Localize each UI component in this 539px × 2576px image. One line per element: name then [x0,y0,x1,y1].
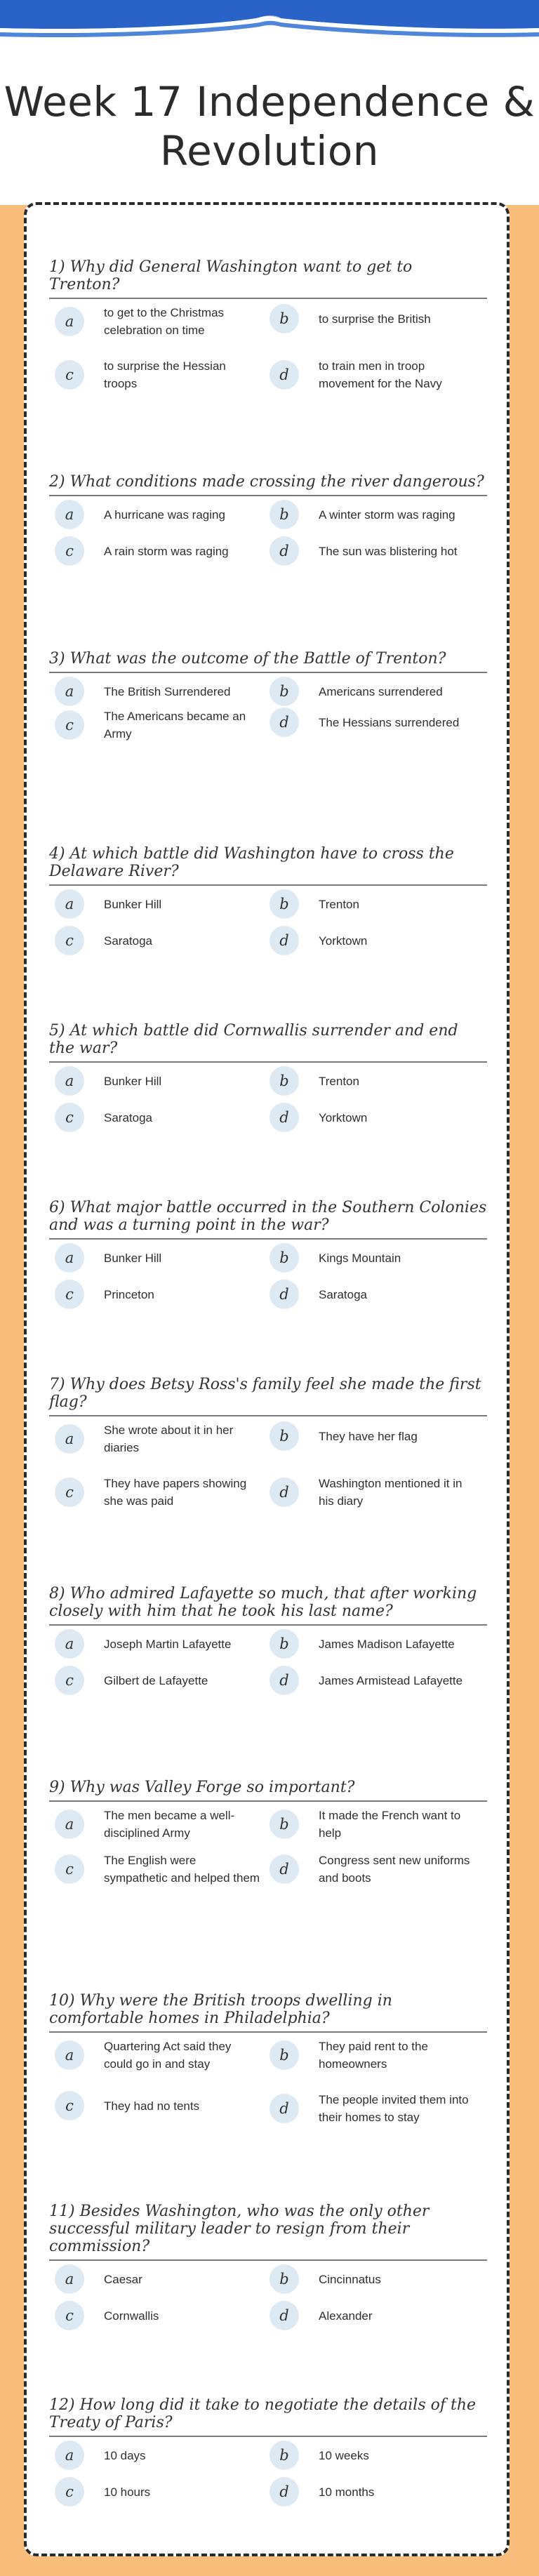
answer-option-a[interactable] [55,2264,261,2294]
answer-option-d[interactable] [270,1852,476,1887]
answer-letter-badge: b [270,1066,299,1096]
answer-letter-badge: c [55,1103,84,1132]
question-text: 9) Why was Valley Forge so important? [49,1779,355,1796]
answer-option-c[interactable] [55,1475,261,1510]
answer-text: The sun was blistering hot [319,544,458,558]
answer-text: Cincinnatus [319,2272,381,2286]
question-divider [49,672,487,673]
question-text: 1) Why did General Washington want to get to Trenton? [49,258,413,293]
answer-letter-badge: a [55,1066,84,1096]
answer-letter-badge: d [270,1280,299,1309]
answer-text: The British Surrendered [104,684,231,698]
answer-text: Saratoga [104,1110,152,1124]
answer-text: A hurricane was raging [104,507,225,522]
answer-letter-badge: a [55,1810,84,1839]
question-divider [49,884,487,886]
answer-letter-badge: c [55,926,84,955]
answer-option-d[interactable] [270,926,476,955]
answer-letter-badge: c [55,2091,84,2120]
question-divider [49,2436,487,2437]
answer-option-d[interactable] [270,2091,476,2126]
answer-text: A winter storm was raging [319,507,455,522]
answer-letter-badge: c [55,1666,84,1695]
answer-option-c[interactable] [55,1852,261,1887]
answer-option-b[interactable] [270,2038,476,2073]
answer-option-d[interactable] [270,357,476,392]
answer-letter-badge: d [270,1103,299,1132]
question-5 [49,1022,487,1126]
answer-text: 10 days [104,2448,146,2462]
answer-option-c[interactable] [55,708,261,743]
answer-text: The English were sympathetic and helped them [104,1854,260,1885]
answer-text: Bunker Hill [104,897,162,911]
answer-text: They had no tents [104,2099,200,2113]
question-text: 12) How long did it take to negotiate the details of the Treaty of Paris? [49,2396,477,2431]
answer-letter-badge: c [55,536,84,566]
answer-option-c[interactable] [55,1280,261,1309]
answer-text: Saratoga [104,934,152,948]
answer-letter-badge: c [55,1854,84,1884]
question-text: 7) Why does Betsy Ross's family feel she made the first flag? [49,1376,481,1411]
answer-letter-badge: b [270,304,299,333]
answer-letter-badge: c [55,1280,84,1309]
answer-text: 10 weeks [319,2448,369,2462]
answer-option-c[interactable] [55,1666,261,1695]
answer-letter-badge: b [270,1243,299,1273]
answer-text: Quartering Act said they could go in and stay [104,2040,232,2071]
answer-text: James Armistead Lafayette [319,1673,463,1687]
answer-option-b[interactable] [270,1243,476,1273]
answer-letter-badge: a [55,1243,84,1273]
answer-option-d[interactable] [270,1280,476,1309]
question-2 [49,473,487,559]
answer-option-d[interactable] [270,1666,476,1695]
answer-text: 10 hours [104,2485,151,2499]
answer-text: to surprise the British [319,312,431,326]
answer-option-a[interactable] [55,304,261,339]
question-divider [49,1238,487,1240]
answer-option-c[interactable] [55,2091,261,2120]
answer-option-b[interactable] [270,1066,476,1096]
answer-text: Caesar [104,2272,142,2286]
answer-letter-badge: a [55,500,84,529]
answer-letter-badge: d [270,1478,299,1507]
answer-letter-badge: a [55,2264,84,2294]
answer-letter-badge: b [270,889,299,919]
answer-letter-badge: d [270,708,299,737]
question-text: 4) At which battle did Washington have to cross the Delaware River? [49,845,454,880]
answer-letter-badge: a [55,1629,84,1659]
answer-text: Bunker Hill [104,1251,162,1265]
answer-letter-badge: c [55,710,84,740]
answer-text: The Americans became an Army [104,710,246,741]
question-11 [49,2203,487,2324]
answer-letter-badge: b [270,677,299,706]
answer-option-a[interactable] [55,1807,261,1842]
answer-option-c[interactable] [55,926,261,955]
answer-letter-badge: c [55,2477,84,2507]
question-12 [49,2396,487,2500]
answer-text: Americans surrendered [319,684,443,698]
answer-option-b[interactable] [270,500,476,529]
question-text: 8) Who admired Lafayette so much, that after working closely with him that he took his last name? [49,1585,477,1620]
answer-option-a[interactable] [55,2038,261,2073]
answer-option-c[interactable] [55,2301,261,2330]
answer-text: to get to the Christmas celebration on time [104,306,225,337]
answer-option-a[interactable] [55,2441,261,2470]
answer-letter-badge: d [270,2094,299,2123]
answer-text: A rain storm was raging [104,544,229,558]
question-9 [49,1779,487,1885]
answer-letter-badge: a [55,2040,84,2070]
answer-letter-badge: b [270,2441,299,2470]
question-10 [49,1992,487,2124]
question-text: 3) What was the outcome of the Battle of Trenton? [49,650,446,668]
answer-text: They paid rent to the homeowners [319,2040,428,2071]
question-divider [49,495,487,496]
question-divider [49,1415,487,1416]
quiz-card [24,202,510,2556]
answer-option-d[interactable] [270,708,476,737]
question-divider [49,2031,487,2033]
answer-text: Trenton [319,897,359,911]
question-divider [49,298,487,299]
answer-option-d[interactable] [270,1103,476,1132]
question-4 [49,845,487,949]
answer-letter-badge: d [270,2301,299,2330]
answer-text: It made the French want to help [319,1809,461,1840]
question-text: 2) What conditions made crossing the river dangerous? [49,473,484,491]
answer-text: Kings Mountain [319,1251,401,1265]
answer-option-c[interactable] [55,2477,261,2507]
question-6 [49,1199,487,1303]
answer-text: 10 months [319,2485,375,2499]
answer-text: They have papers showing she was paid [104,1477,247,1508]
answer-text: Yorktown [319,934,368,948]
answer-text: The men became a well-disciplined Army [104,1809,235,1840]
answer-text: Congress sent new uniforms and boots [319,1854,470,1885]
answer-option-b[interactable] [270,889,476,919]
answer-letter-badge: d [270,1854,299,1884]
question-3 [49,650,487,741]
answer-letter-badge: b [270,1421,299,1451]
answer-text: Joseph Martin Lafayette [104,1637,232,1651]
worksheet-title: Week 17 Independence & Revolution [4,78,535,175]
answer-option-a[interactable] [55,1629,261,1659]
question-text: 5) At which battle did Cornwallis surrender and end the war? [49,1022,458,1057]
answer-letter-badge: c [55,1478,84,1507]
question-7 [49,1376,487,1508]
answer-option-c[interactable] [55,1103,261,1132]
answer-text: Bunker Hill [104,1074,162,1088]
answer-option-b[interactable] [270,677,476,706]
answer-letter-badge: d [270,2477,299,2507]
answer-text: Yorktown [319,1110,368,1124]
answer-letter-badge: a [55,889,84,919]
answer-letter-badge: d [270,1666,299,1695]
answer-letter-badge: a [55,2441,84,2470]
answer-text: James Madison Lafayette [319,1637,455,1651]
answer-text: Trenton [319,1074,359,1088]
question-1 [49,258,487,390]
answer-text: to surprise the Hessian troops [104,359,226,390]
answer-letter-badge: a [55,307,84,336]
answer-text: They have her flag [319,1429,418,1443]
answer-letter-badge: d [270,536,299,566]
answer-letter-badge: d [270,926,299,955]
question-divider [49,1624,487,1626]
question-divider [49,1061,487,1063]
answer-option-d[interactable] [270,1475,476,1510]
question-text: 10) Why were the British troops dwelling in comfortable homes in Philadelphia? [49,1992,392,2027]
answer-letter-badge: b [270,1810,299,1839]
answer-option-b[interactable] [270,304,476,333]
answer-option-d[interactable] [270,536,476,566]
answer-letter-badge: a [55,1424,84,1454]
answer-letter-badge: b [270,2040,299,2070]
question-text: 6) What major battle occurred in the Southern Colonies and was a turning point in the war? [49,1199,487,1234]
answer-option-b[interactable] [270,2264,476,2294]
answer-text: Princeton [104,1287,154,1301]
answer-letter-badge: b [270,1629,299,1659]
answer-option-d[interactable] [270,2477,476,2507]
answer-letter-badge: b [270,2264,299,2294]
answer-text: to train men in troop movement for the Navy [319,359,442,390]
answer-option-d[interactable] [270,2301,476,2330]
answer-letter-badge: a [55,677,84,706]
answer-text: She wrote about it in her diaries [104,1423,234,1454]
answer-option-a[interactable] [55,1421,261,1456]
answer-option-a[interactable] [55,500,261,529]
answer-letter-badge: b [270,500,299,529]
answer-text: Cornwallis [104,2309,159,2323]
answer-option-a[interactable] [55,1066,261,1096]
answer-option-a[interactable] [55,1243,261,1273]
answer-text: The people invited them into their homes to stay [319,2093,469,2124]
answer-option-a[interactable] [55,677,261,706]
answer-letter-badge: d [270,360,299,390]
answer-option-c[interactable] [55,357,261,392]
answer-option-b[interactable] [270,1421,476,1451]
answer-option-b[interactable] [270,1807,476,1842]
answer-option-b[interactable] [270,1629,476,1659]
question-text: 11) Besides Washington, who was the only other successful military leader to resign from their commission? [49,2203,430,2255]
header-banner [0,0,539,42]
answer-letter-badge: c [55,2301,84,2330]
answer-text: Saratoga [319,1287,367,1301]
question-divider [49,2259,487,2261]
question-divider [49,1800,487,1802]
answer-text: Washington mentioned it in his diary [319,1477,463,1508]
question-8 [49,1585,487,1689]
answer-option-a[interactable] [55,889,261,919]
answer-letter-badge: c [55,360,84,390]
answer-option-c[interactable] [55,536,261,566]
answer-text: The Hessians surrendered [319,715,460,729]
answer-text: Gilbert de Lafayette [104,1673,208,1687]
answer-text: Alexander [319,2309,373,2323]
answer-option-b[interactable] [270,2441,476,2470]
